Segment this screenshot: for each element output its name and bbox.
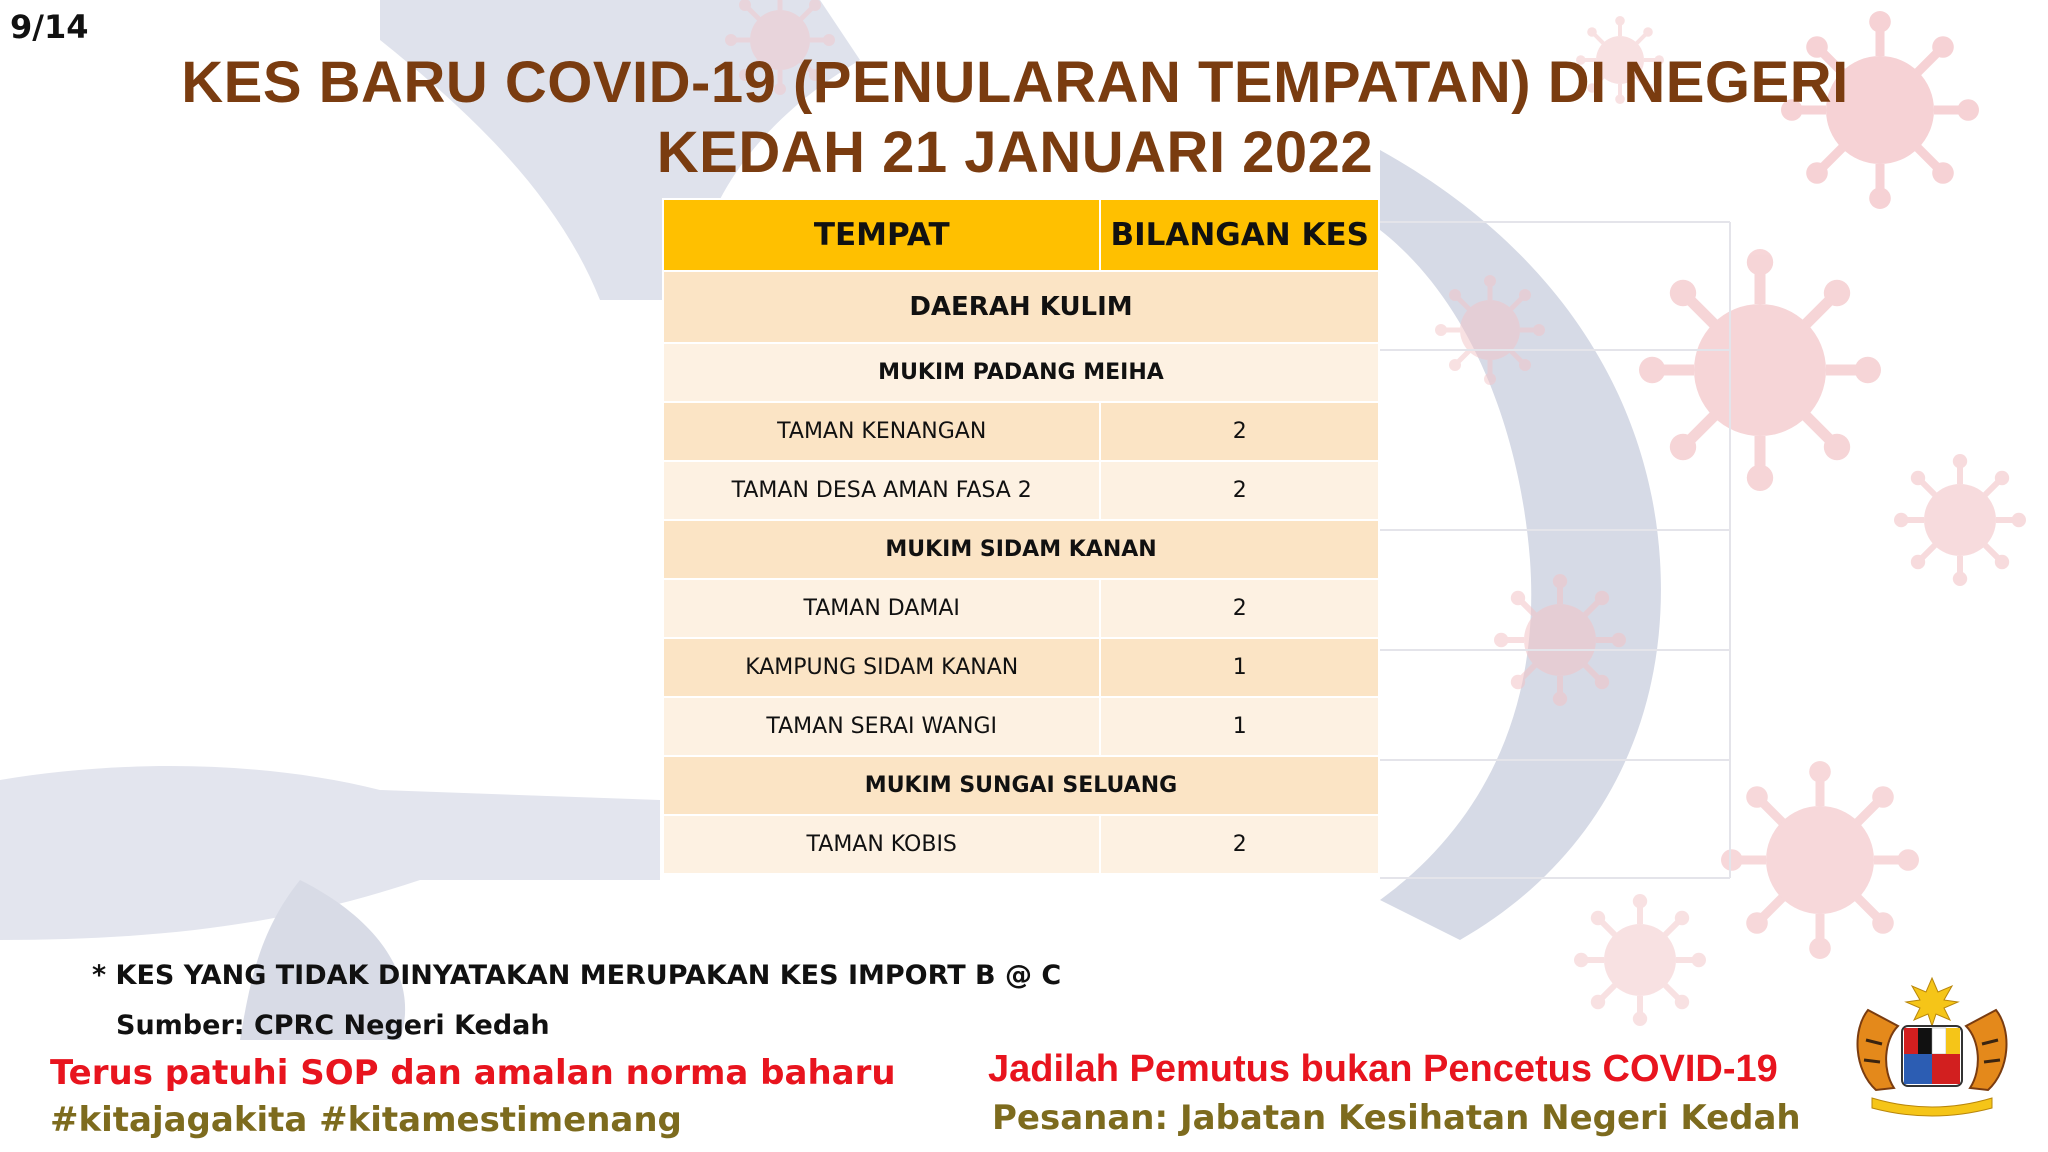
header-cases: BILANGAN KES (1100, 199, 1379, 271)
case-count: 2 (1100, 815, 1379, 874)
case-count: 2 (1100, 461, 1379, 520)
table-row (663, 579, 1379, 638)
mukim-row (663, 343, 1379, 402)
mukim-row (663, 520, 1379, 579)
place-name: TAMAN KENANGAN (663, 402, 1100, 461)
place-name: TAMAN SERAI WANGI (663, 697, 1100, 756)
title-line-1: KES BARU COVID-19 (PENULARAN TEMPATAN) DI NEGERI (181, 50, 1849, 115)
mukim-row (663, 756, 1379, 815)
sop-reminder: Terus patuhi SOP dan amalan norma baharu (50, 1053, 896, 1093)
mukim-name: MUKIM PADANG MEIHA (663, 343, 1379, 402)
table-row (663, 638, 1379, 697)
mukim-name: MUKIM SIDAM KANAN (663, 520, 1379, 579)
district-row (663, 271, 1379, 343)
case-count: 2 (1100, 402, 1379, 461)
table-row (663, 697, 1379, 756)
case-count: 2 (1100, 579, 1379, 638)
import-cases-note: * KES YANG TIDAK DINYATAKAN MERUPAKAN KES IMPORT B @ C (92, 960, 1062, 991)
place-name: TAMAN DAMAI (663, 579, 1100, 638)
table-row (663, 815, 1379, 874)
malaysia-coat-of-arms-icon (1832, 970, 2032, 1120)
title-line-2: KEDAH 21 JANUARI 2022 (656, 120, 1374, 185)
place-name: TAMAN DESA AMAN FASA 2 (663, 461, 1100, 520)
table-header-row (663, 199, 1379, 271)
case-count: 1 (1100, 638, 1379, 697)
page-title (180, 48, 1850, 188)
place-name: TAMAN KOBIS (663, 815, 1100, 874)
table-row (663, 461, 1379, 520)
district-name: DAERAH KULIM (663, 271, 1379, 343)
place-name: KAMPUNG SIDAM KANAN (663, 638, 1100, 697)
source-text: Sumber: CPRC Negeri Kedah (116, 1010, 550, 1041)
message-credit: Pesanan: Jabatan Kesihatan Negeri Kedah (992, 1098, 1801, 1138)
case-count: 1 (1100, 697, 1379, 756)
cases-table (662, 198, 1380, 875)
table-row (663, 402, 1379, 461)
mukim-name: MUKIM SUNGAI SELUANG (663, 756, 1379, 815)
page-number: 9/14 (10, 8, 89, 46)
hashtags: #kitajagakita #kitamestimenang (50, 1100, 682, 1140)
slogan: Jadilah Pemutus bukan Pencetus COVID-19 (988, 1048, 1778, 1090)
header-place: TEMPAT (663, 199, 1100, 271)
